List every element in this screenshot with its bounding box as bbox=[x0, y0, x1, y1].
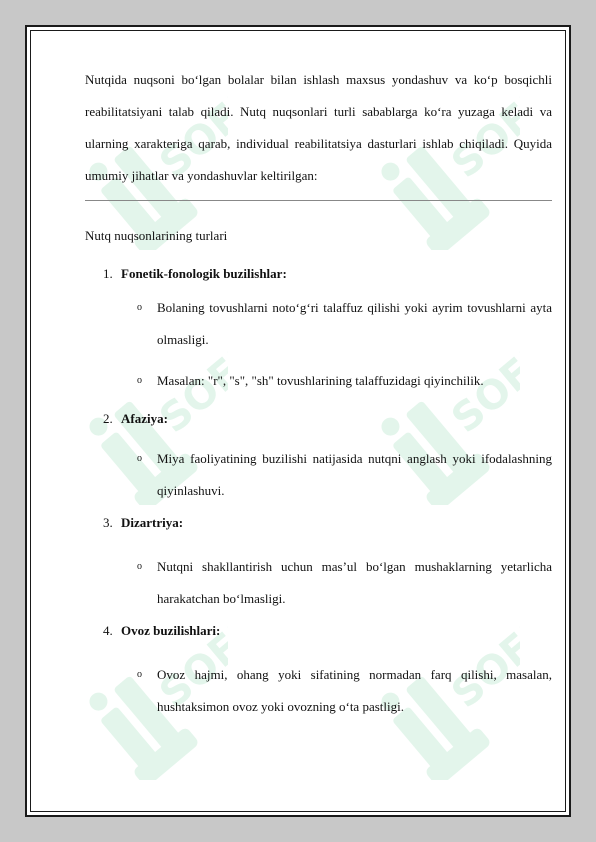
sub-list-item bbox=[85, 659, 552, 723]
list-item-title: Afaziya: bbox=[121, 411, 168, 426]
sub-list bbox=[85, 292, 552, 397]
sub-list-text: Masalan: "r", "s", "sh" tovushlarining talaffuzidagi qiyinchilik. bbox=[157, 373, 484, 388]
list-item bbox=[85, 409, 552, 507]
list-item bbox=[85, 513, 552, 615]
list-item-title: Ovoz buzilishlari: bbox=[121, 623, 221, 638]
section-title: Nutq nuqsonlarining turlari bbox=[85, 228, 228, 243]
document-body bbox=[85, 64, 552, 723]
sub-list-text: Ovoz hajmi, ohang yoki sifatining normadan farq qilishi, masalan, hushtaksimon ovoz yoki ovozning o‘ta pastligi. bbox=[157, 667, 552, 714]
list-item-number: 2. bbox=[103, 411, 113, 426]
sub-list-item bbox=[85, 292, 552, 356]
list-item-number: 3. bbox=[103, 515, 113, 530]
sub-list bbox=[85, 551, 552, 615]
list-item-number: 1. bbox=[103, 266, 113, 281]
sub-list bbox=[85, 443, 552, 507]
sub-list-item bbox=[85, 443, 552, 507]
hollow-bullet-icon: o bbox=[137, 561, 142, 572]
list-item-heading bbox=[85, 513, 552, 533]
list-item-heading bbox=[85, 409, 552, 429]
list-item-heading bbox=[85, 621, 552, 641]
intro-paragraph: Nutqida nuqsoni bo‘lgan bolalar bilan ishlash maxsus yondashuv va ko‘p bosqichli reabilitatsiyani talab qiladi. Nutq nuqsonlari turli sabablarga ko‘ra yuzaga keladi va ularning xarakteriga qarab, individual reabilitatsiya dasturlari ishlab chiqiladi. Quyida umumiy jihatlar va yondashuvlar keltirilgan: bbox=[85, 64, 552, 201]
hollow-bullet-icon: o bbox=[137, 669, 142, 680]
sub-list-item bbox=[85, 551, 552, 615]
list-item-heading bbox=[85, 264, 552, 284]
list-item-number: 4. bbox=[103, 623, 113, 638]
sub-list-item bbox=[85, 365, 552, 397]
list-item-title: Dizartriya: bbox=[121, 515, 184, 530]
sub-list bbox=[85, 659, 552, 723]
sub-list-text: Miya faoliyatining buzilishi natijasida nutqni anglash yoki ifodalashning qiyinlashuvi. bbox=[157, 451, 552, 498]
sub-list-text: Bolaning tovushlarni noto‘g‘ri talaffuz qilishi yoki ayrim tovushlarni ayta olmasligi. bbox=[157, 300, 552, 347]
sub-list-text: Nutqni shakllantirish uchun mas’ul bo‘lgan mushaklarning yetarlicha harakatchan bo‘lmasligi. bbox=[157, 559, 552, 606]
hollow-bullet-icon: o bbox=[137, 302, 142, 313]
hollow-bullet-icon: o bbox=[137, 375, 142, 386]
hollow-bullet-icon: o bbox=[137, 453, 142, 464]
list-item-title: Fonetik-fonologik buzilishlar: bbox=[121, 266, 287, 281]
list-item bbox=[85, 264, 552, 397]
defects-list bbox=[85, 264, 552, 723]
list-item bbox=[85, 621, 552, 723]
